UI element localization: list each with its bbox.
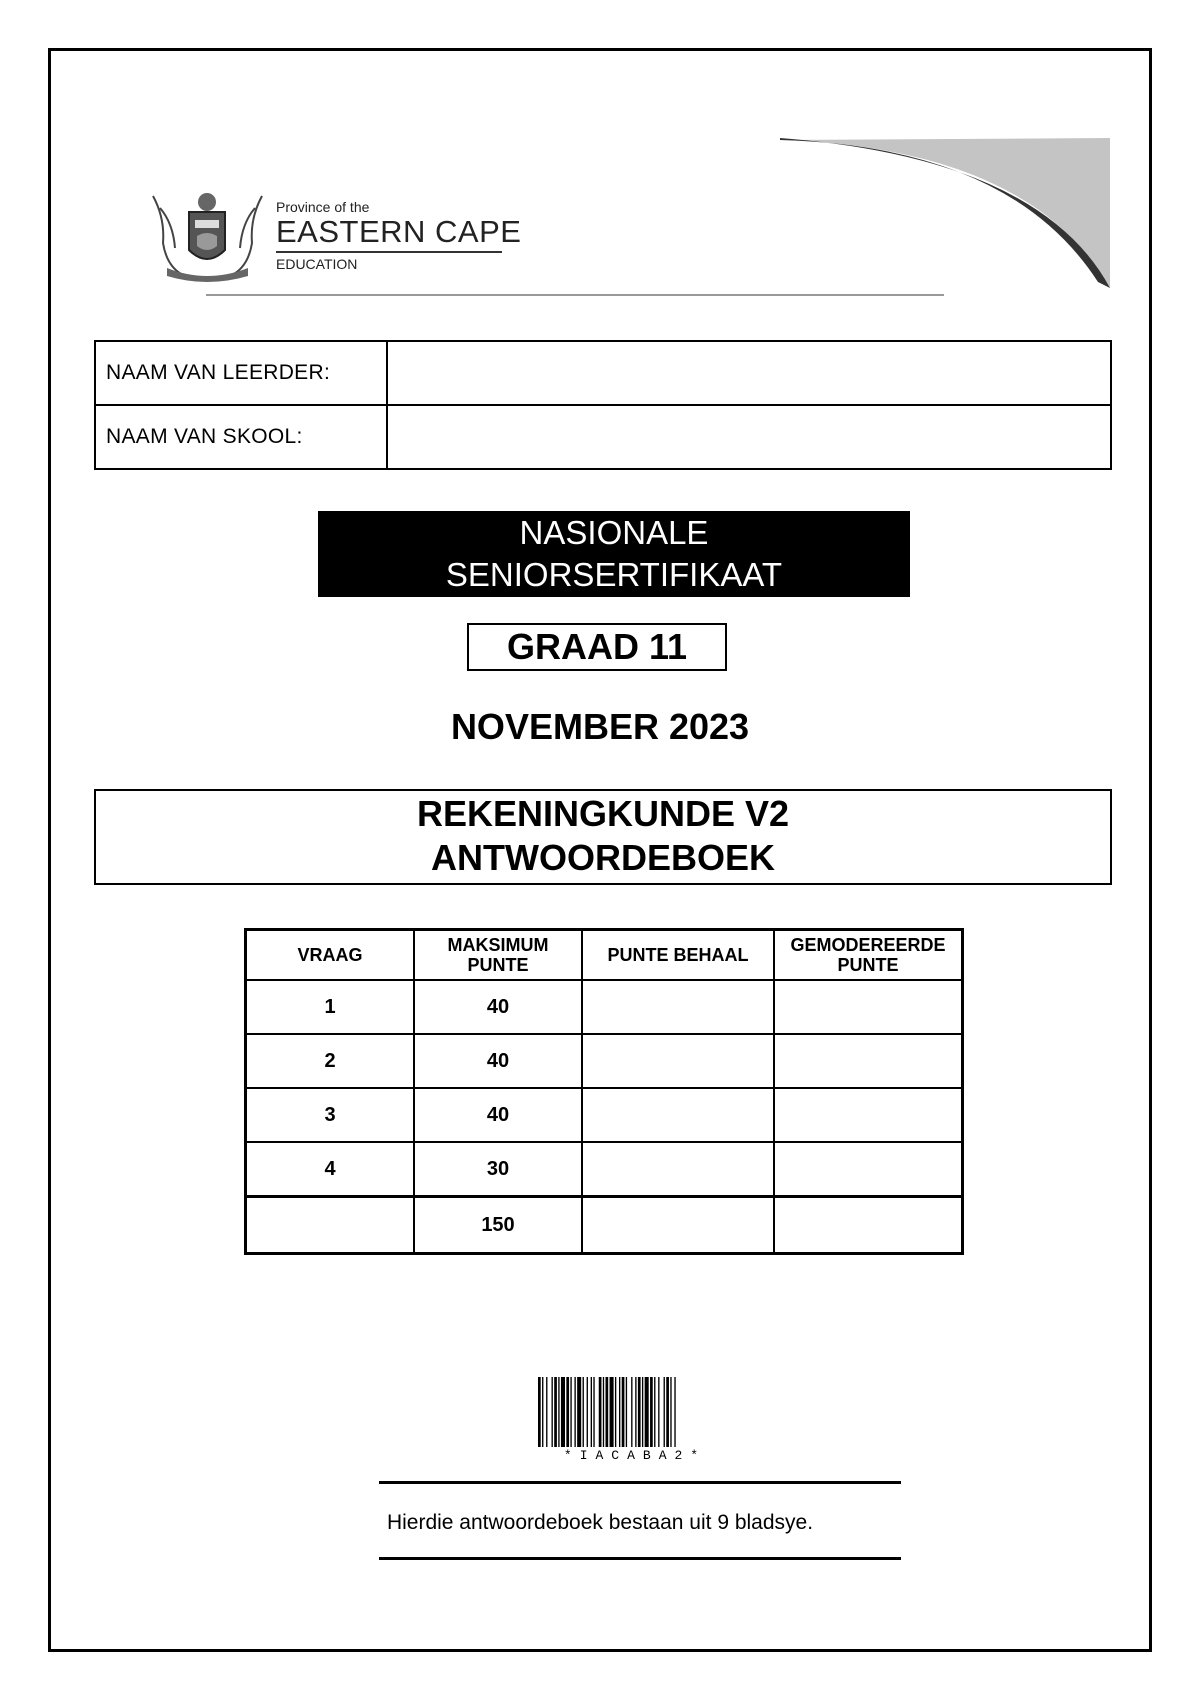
header-moderated-marks: GEMODEREERDE PUNTE — [774, 930, 963, 981]
learner-name-row — [95, 341, 1111, 405]
barcode-bar — [552, 1377, 553, 1447]
coat-of-arms-icon — [145, 188, 270, 283]
max-marks: 30 — [414, 1142, 582, 1197]
barcode-bar — [674, 1377, 675, 1447]
max-marks: 40 — [414, 980, 582, 1034]
barcode-bar — [542, 1377, 543, 1447]
barcode-icon — [538, 1377, 732, 1447]
barcode-bar — [583, 1377, 584, 1447]
question-number: 2 — [246, 1034, 415, 1088]
barcode-bar — [538, 1377, 541, 1447]
barcode-bar — [626, 1377, 627, 1447]
barcode-bar — [610, 1377, 614, 1447]
school-name-row — [95, 405, 1111, 469]
learner-name-field[interactable] — [387, 341, 1111, 405]
barcode-bar — [670, 1377, 671, 1447]
total-achieved-cell[interactable] — [582, 1197, 774, 1254]
moderated-marks-cell[interactable] — [774, 980, 963, 1034]
barcode-bar — [570, 1377, 571, 1447]
moderated-marks-cell[interactable] — [774, 1088, 963, 1142]
barcode-bar — [587, 1377, 588, 1447]
barcode-bar — [599, 1377, 602, 1447]
moderated-marks-cell[interactable] — [774, 1142, 963, 1197]
header-max-marks: MAKSIMUM PUNTE — [414, 930, 582, 981]
marks-table — [244, 928, 964, 1255]
total-moderated-cell[interactable] — [774, 1197, 963, 1254]
barcode-bar — [546, 1377, 547, 1447]
table-row — [246, 980, 963, 1034]
barcode-bar — [635, 1377, 636, 1447]
barcode-bar — [619, 1377, 620, 1447]
total-row — [246, 1197, 963, 1254]
school-name-label: NAAM VAN SKOOL: — [95, 405, 387, 469]
barcode-bar — [650, 1377, 653, 1447]
marks-header-row — [246, 930, 963, 981]
exam-date: NOVEMBER 2023 — [450, 706, 750, 747]
logo-eastern-cape: EASTERN CAPE — [276, 214, 522, 249]
barcode-bar — [622, 1377, 625, 1447]
total-label — [246, 1197, 415, 1254]
logo-province-of: Province of the — [276, 199, 370, 215]
table-row — [246, 1142, 963, 1197]
learner-info-table — [94, 340, 1112, 470]
barcode-bar — [593, 1377, 594, 1447]
nsc-title-banner — [318, 511, 910, 597]
header-marks-achieved: PUNTE BEHAAL — [582, 930, 774, 981]
barcode-bar — [606, 1377, 609, 1447]
barcode-bar — [603, 1377, 604, 1447]
province-logo — [276, 199, 521, 272]
school-name-field[interactable] — [387, 405, 1111, 469]
barcode-bar — [658, 1377, 659, 1447]
nsc-title-line2: SENIORSERTIFIKAAT — [445, 556, 783, 593]
nsc-title-line1: NASIONALE — [519, 514, 709, 551]
question-number: 1 — [246, 980, 415, 1034]
barcode-bar — [554, 1377, 557, 1447]
barcode-bar — [664, 1377, 665, 1447]
barcode-bar — [591, 1377, 592, 1447]
barcode-bar — [645, 1377, 649, 1447]
barcode-bar — [631, 1377, 632, 1447]
barcode-bar — [566, 1377, 569, 1447]
booklet-name: ANTWOORDEBOEK — [431, 837, 775, 878]
question-number: 4 — [246, 1142, 415, 1197]
barcode-bar — [615, 1377, 616, 1447]
barcode-bar — [574, 1377, 575, 1447]
barcode-text: *IACABA2* — [563, 1448, 707, 1463]
marks-achieved-cell[interactable] — [582, 1142, 774, 1197]
barcode-bar — [561, 1377, 565, 1447]
table-row — [246, 1088, 963, 1142]
subject-name: REKENINGKUNDE V2 — [416, 793, 790, 834]
grade-label: GRAAD 11 — [467, 623, 727, 671]
logo-underline — [276, 251, 502, 253]
marks-achieved-cell[interactable] — [582, 1088, 774, 1142]
logo-education: EDUCATION — [276, 256, 358, 272]
marks-achieved-cell[interactable] — [582, 1034, 774, 1088]
barcode-bar — [577, 1377, 581, 1447]
barcode-bar — [654, 1377, 655, 1447]
barcode-bar — [666, 1377, 669, 1447]
table-row — [246, 1034, 963, 1088]
max-marks: 40 — [414, 1088, 582, 1142]
header-question: VRAAG — [246, 930, 415, 981]
barcode-bar — [638, 1377, 641, 1447]
question-number: 3 — [246, 1088, 415, 1142]
moderated-marks-cell[interactable] — [774, 1034, 963, 1088]
subject-title-box — [94, 789, 1112, 885]
swoosh-graphic — [780, 138, 1110, 288]
marks-achieved-cell[interactable] — [582, 980, 774, 1034]
footer-top-rule — [379, 1481, 901, 1484]
page-count-note: Hierdie antwoordeboek bestaan uit 9 bladsye. — [386, 1511, 814, 1534]
total-max-marks: 150 — [414, 1197, 582, 1254]
barcode-bar — [558, 1377, 559, 1447]
header-divider — [206, 294, 944, 296]
barcode-bar — [642, 1377, 643, 1447]
footer-bottom-rule — [379, 1557, 901, 1560]
max-marks: 40 — [414, 1034, 582, 1088]
learner-name-label: NAAM VAN LEERDER: — [95, 341, 387, 405]
